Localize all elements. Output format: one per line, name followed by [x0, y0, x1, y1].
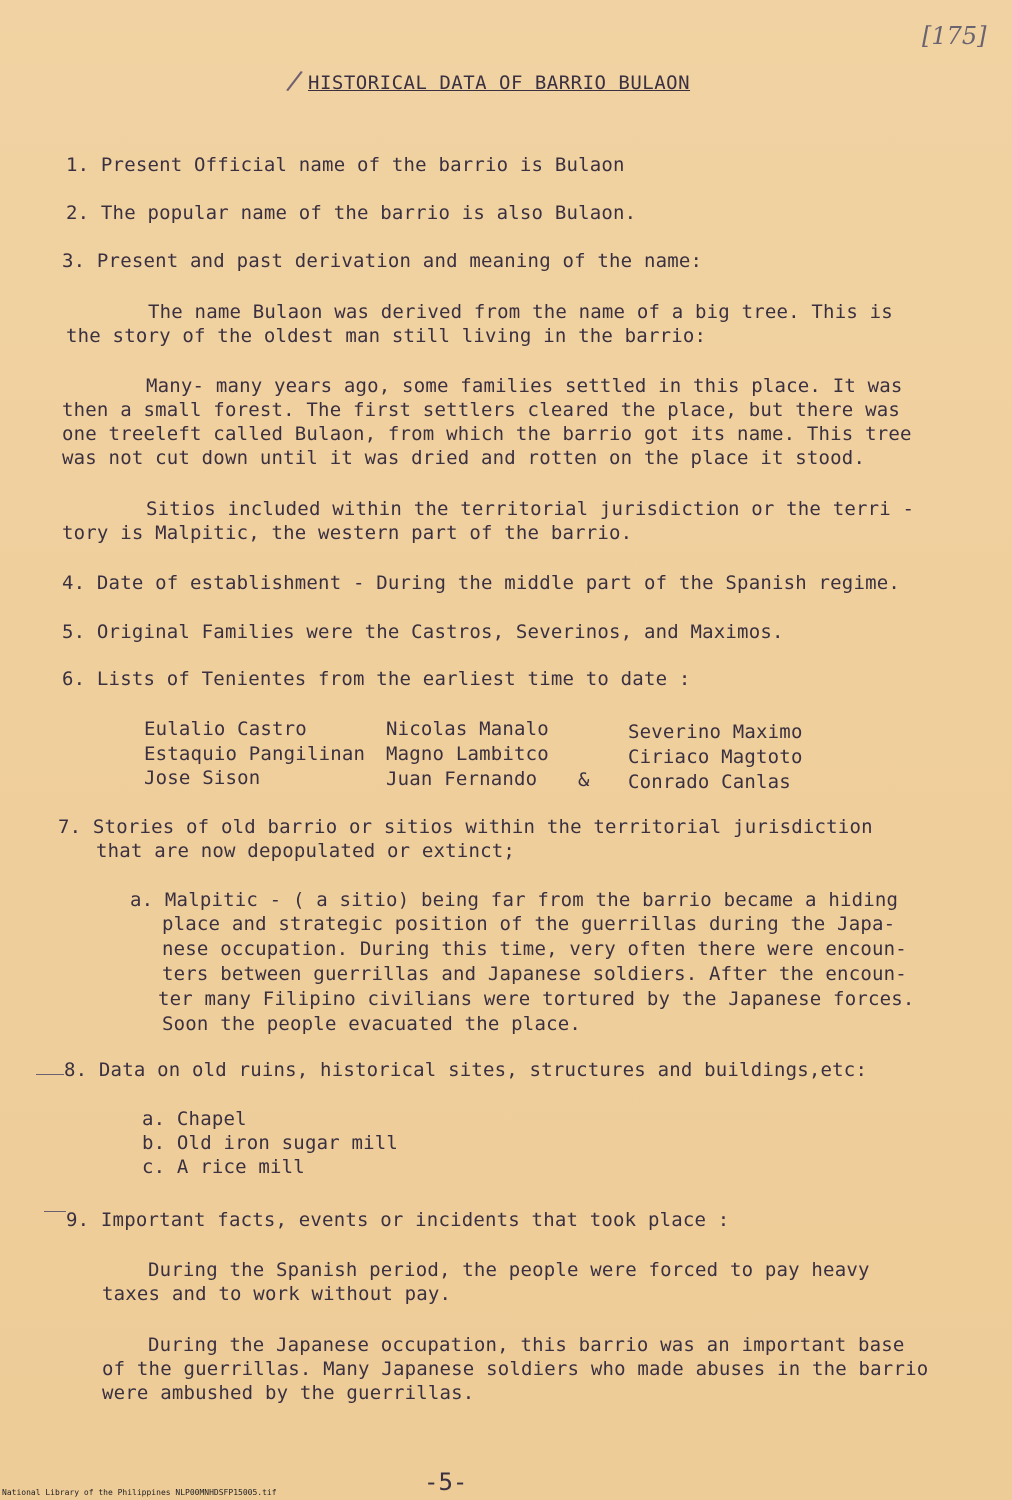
- sitios-line-1: Sitios included within the territorial jurisdiction or the terri -: [146, 498, 915, 520]
- item-7a-line-2: place and strategic position of the guerrillas during the Japa-: [162, 913, 896, 935]
- list-item: b. Old iron sugar mill: [142, 1132, 399, 1154]
- list-item: a. Chapel: [142, 1108, 247, 1130]
- teniente-name: Juan Fernando: [386, 768, 538, 790]
- item-7-line-1: 7. Stories of old barrio or sitios within the territorial jurisdiction: [58, 816, 873, 838]
- item-7-line-2: that are now depopulated or extinct;: [96, 840, 516, 862]
- item-1: 1. Present Official name of the barrio is Bulaon: [66, 154, 625, 176]
- story-line-1: Many- many years ago, some families settled in this place. It was: [146, 375, 903, 397]
- story-line-3: one treeleft called Bulaon, from which the barrio got its name. This tree: [62, 423, 912, 445]
- item-7a-line-3: nese occupation. During this time, very often there were encoun-: [162, 938, 907, 960]
- item-6: 6. Lists of Tenientes from the earliest time to date :: [62, 668, 691, 690]
- item-8: 8. Data on old ruins, historical sites, structures and buildings,etc:: [64, 1059, 868, 1081]
- item-7a-line-6: Soon the people evacuated the place.: [162, 1013, 582, 1035]
- item-5: 5. Original Families were the Castros, Severinos, and Maximos.: [62, 621, 784, 643]
- item-2: 2. The popular name of the barrio is also Bulaon.: [66, 202, 637, 224]
- item-9-para-2-line-1: During the Japanese occupation, this barrio was an important base: [148, 1334, 905, 1356]
- teniente-name: Nicolas Manalo: [386, 718, 549, 740]
- item-9: 9. Important facts, events or incidents that took place :: [66, 1209, 730, 1231]
- item-4: 4. Date of establishment - During the middle part of the Spanish regime.: [62, 572, 901, 594]
- page-number: -5-: [424, 1468, 468, 1496]
- teniente-name: Magno Lambitco: [386, 743, 549, 765]
- item-9-para-2-line-3: were ambushed by the guerrillas.: [102, 1382, 475, 1404]
- teniente-name: Conrado Canlas: [628, 771, 791, 793]
- margin-line: [36, 1074, 64, 1075]
- item-3: 3. Present and past derivation and meaning of the name:: [62, 250, 703, 272]
- pencil-slash-mark: /: [284, 63, 305, 98]
- story-line-4: was not cut down until it was dried and rotten on the place it stood.: [62, 447, 866, 469]
- story-line-2: then a small forest. The first settlers cleared the place, but there was: [62, 399, 901, 421]
- archive-footer: National Library of the Philippines NLP00MNHDSFP15005.tif: [2, 1488, 277, 1497]
- item-9-para-1-line-2: taxes and to work without pay.: [102, 1283, 452, 1305]
- teniente-name: Jose Sison: [144, 767, 261, 789]
- item-3-paragraph-line-2: the story of the oldest man still living in the barrio:: [66, 325, 707, 347]
- ampersand: &: [578, 769, 590, 791]
- teniente-name: Eulalio Castro: [144, 718, 307, 740]
- document-title: HISTORICAL DATA OF BARRIO BULAON: [308, 72, 691, 94]
- item-7a-line-5: ter many Filipino civilians were tortured by the Japanese forces.: [158, 988, 915, 1010]
- teniente-name: Estaquio Pangilinan: [144, 743, 366, 765]
- item-9-para-1-line-1: During the Spanish period, the people were forced to pay heavy: [148, 1259, 870, 1281]
- margin-line: [44, 1211, 66, 1212]
- teniente-name: Ciriaco Magtoto: [628, 746, 803, 768]
- teniente-name: Severino Maximo: [628, 721, 803, 743]
- item-9-para-2-line-2: of the guerrillas. Many Japanese soldiers who made abuses in the barrio: [102, 1358, 929, 1380]
- archive-page-mark: [175]: [922, 22, 987, 50]
- item-3-paragraph-line-1: The name Bulaon was derived from the name of a big tree. This is: [148, 301, 893, 323]
- list-item: c. A rice mill: [142, 1156, 305, 1178]
- sitios-line-2: tory is Malpitic, the western part of the barrio.: [62, 522, 633, 544]
- item-7a-line-4: ters between guerrillas and Japanese soldiers. After the encoun-: [162, 963, 907, 985]
- item-7a-line-1: a. Malpitic - ( a sitio) being far from the barrio became a hiding: [130, 889, 899, 911]
